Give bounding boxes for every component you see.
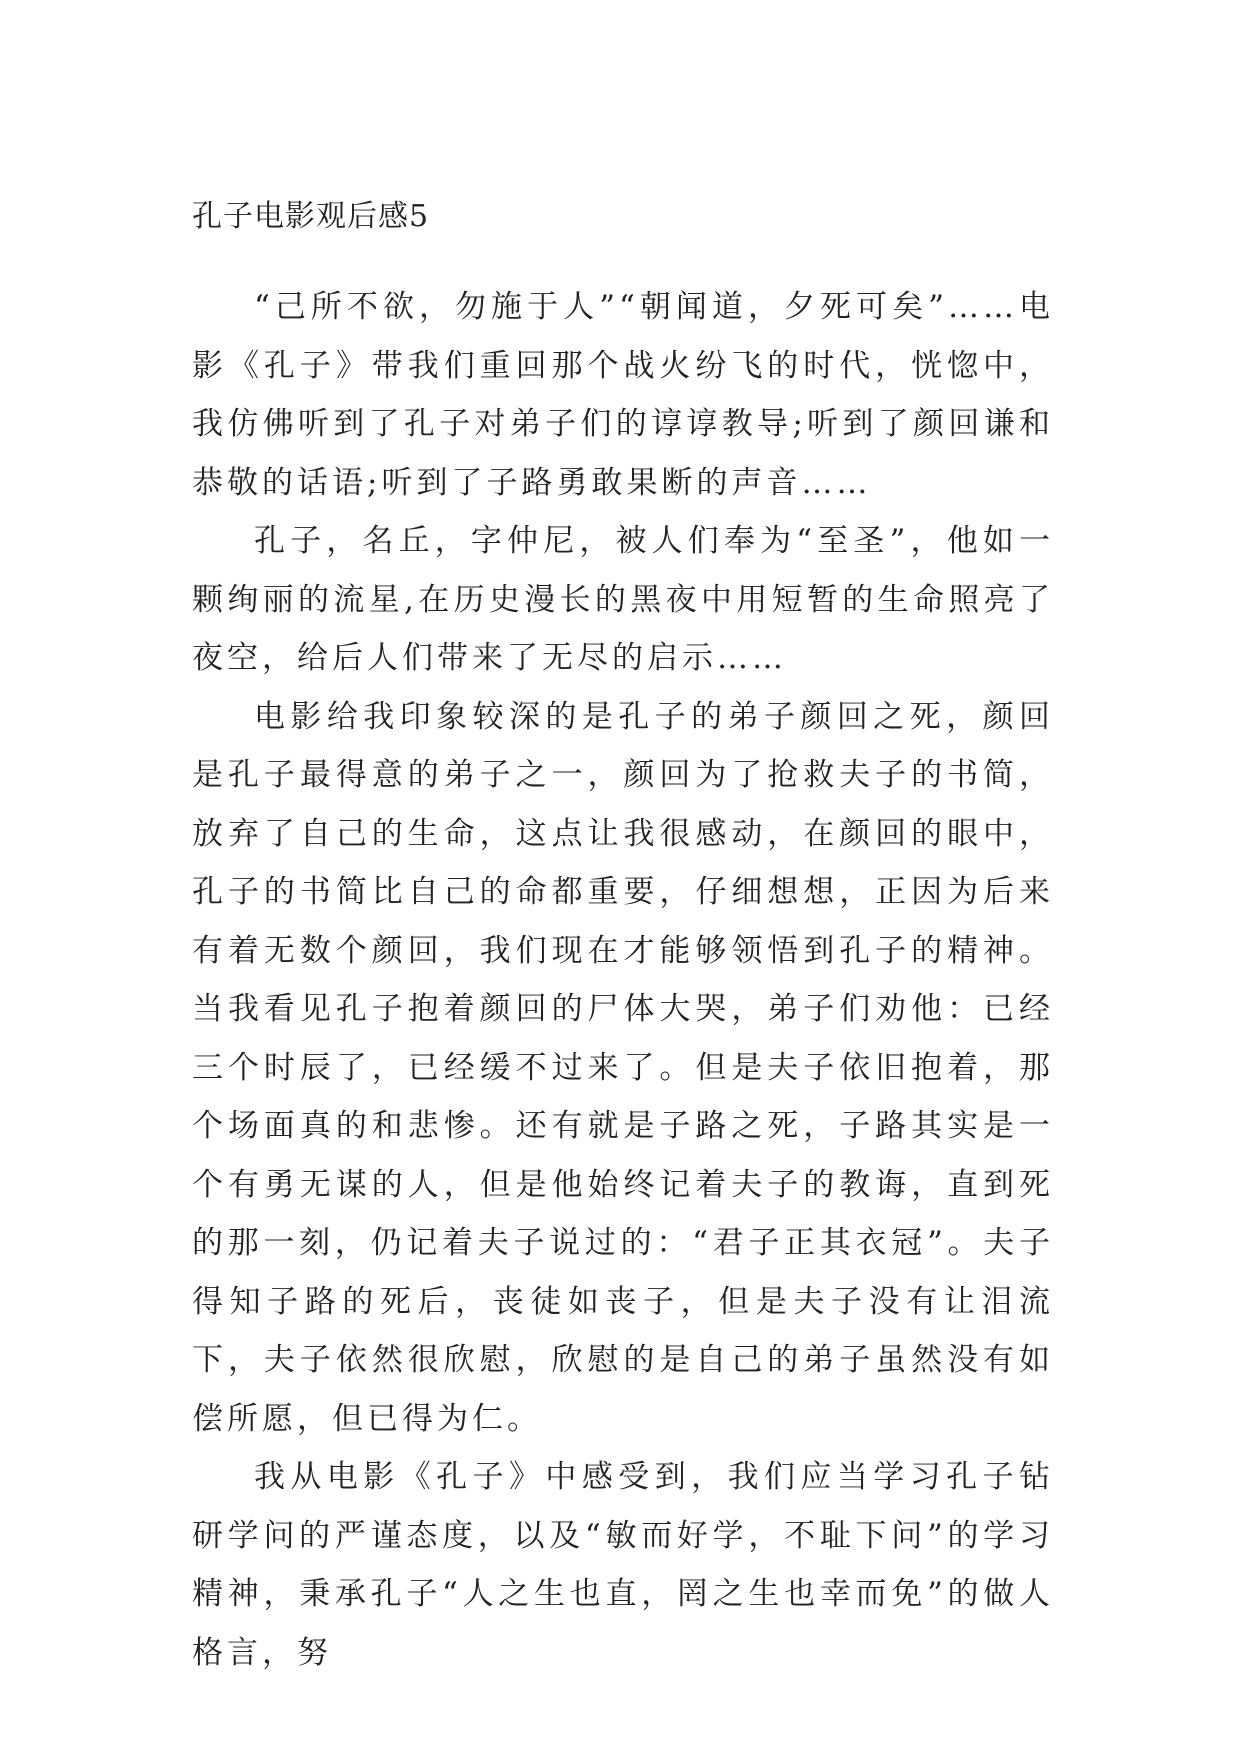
paragraph-disciples-death: 电影给我印象较深的是孔子的弟子颜回之死，颜回是孔子最得意的弟子之一，颜回为了抢救夫子的书简，放弃了自己的生命，这点让我很感动，在颜回的眼中，孔子的书简比自己的命都重要，仔细想想，正因为后来有着无数个颜回，我们现在才能够领悟到孔子的精神。当我看见孔子抱着颜回的尸体大哭，弟子们劝他：已经三个时辰了，已经缓不过来了。但是夫子依旧抱着，那个场面真的和悲惨。还有就是子路之死，子路其实是一个有勇无谋的人，但是他始终记着夫子的教诲，直到死的那一刻，仍记着夫子说过的：“君子正其衣冠”。夫子得知子路的死后，丧徒如丧子，但是夫子没有让泪流下，夫子依然很欣慰，欣慰的是自己的弟子虽然没有如偿所愿，但已得为仁。 [192, 698, 1054, 1437]
document-title: 孔子电影观后感5 [192, 199, 430, 234]
document-body [192, 278, 1054, 1682]
paragraph-quotes-intro: “己所不欲，勿施于人”“朝闻道，夕死可矣”……电影《孔子》带我们重回那个战火纷飞的时代，恍惚中，我仿佛听到了孔子对弟子们的谆谆教导;听到了颜回谦和恭敬的话语;听到了子路勇敢果断的声音…… [192, 289, 1054, 501]
paragraph-lessons-learned: 我从电影《孔子》中感受到，我们应当学习孔子钻研学问的严谨态度，以及“敏而好学，不耻下问”的学习精神，秉承孔子“人之生也直，罔之生也幸而免”的做人格言，努 [192, 1459, 1054, 1671]
paragraph-confucius-intro: 孔子，名丘，字仲尼，被人们奉为“至圣”，他如一颗绚丽的流星,在历史漫长的黑夜中用短暂的生命照亮了夜空，给后人们带来了无尽的启示…… [192, 523, 1054, 676]
